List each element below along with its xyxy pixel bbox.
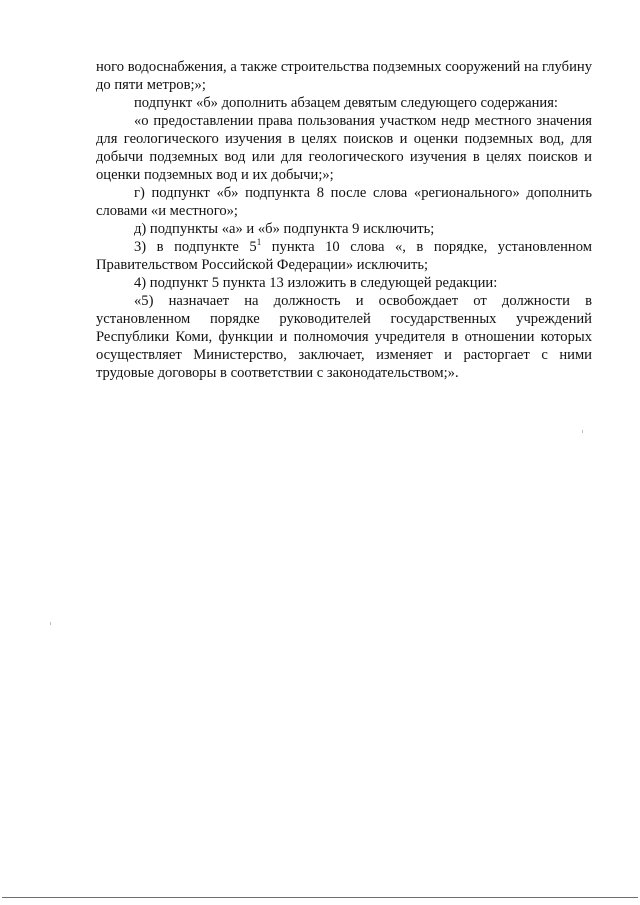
page-bottom-rule [2, 897, 638, 898]
paragraph-item-g: г) подпункт «б» подпункта 8 после слова «регионального» дополнить словами «и местного»; [96, 185, 592, 219]
paragraph-item-d: д) подпункты «а» и «б» подпункта 9 исключить; [134, 221, 435, 237]
superscript-one: 1 [256, 237, 262, 247]
paragraph-quoted-item-5: «5) назначает на должность и освобождает от должности в установленном порядке руководителей государственных учреждений Республики Коми, функции и полномочия учредителя в отношении которых осуществляет Министерство, заключает, изменяет и расторгает с ними трудовые договоры в соответствии с законодательством;». [96, 293, 592, 381]
document-body [96, 58, 592, 382]
paragraph-item-3-text-start: 3) в подпункте 5 [134, 239, 257, 255]
paragraph-item-3 [96, 238, 592, 274]
paragraph-item-4: 4) подпункт 5 пункта 13 изложить в следующей редакции: [134, 275, 498, 291]
scan-speck [50, 622, 51, 625]
scan-speck [582, 430, 583, 433]
paragraph-item-3-text-end: пункта 10 слова «, в порядке, установленном Правительством Российской Федерации» исключить; [96, 239, 592, 273]
paragraph-subpoint-b-addition: подпункт «б» дополнить абзацем девятым следующего содержания: [134, 95, 558, 111]
paragraph-continuation-water-supply: ного водоснабжения, а также строительства подземных сооружений на глубину до пяти метров;»; [96, 59, 592, 93]
paragraph-quoted-subsoil-right: «о предоставлении права пользования участком недр местного значения для геологического изучения в целях поисков и оценки подземных вод, для добычи подземных вод или для геологического изучения в целях поисков и оценки подземных вод и их добычи;»; [96, 113, 592, 183]
